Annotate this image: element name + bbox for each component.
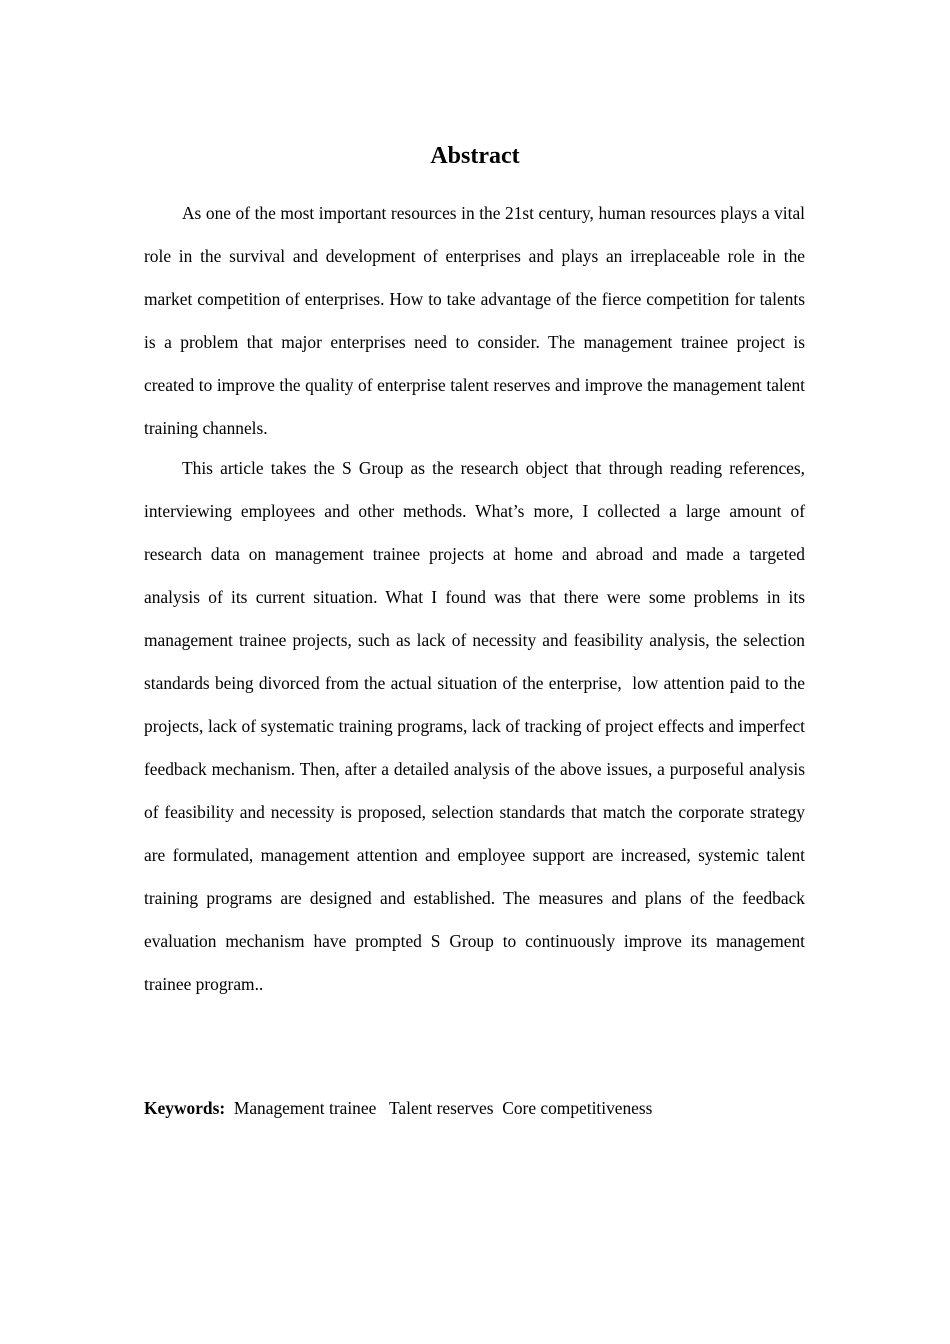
abstract-title: Abstract bbox=[430, 143, 520, 169]
abstract-paragraph-1: As one of the most important resources in the 21st century, human resources plays a vital role in the survival and development of enterprises and plays an irreplaceable role in the market competition of enterprises. How to take advantage of the fierce competition for talents is a problem that major enterprises need to consider. The management trainee project is created to improve the quality of enterprise talent reserves and improve the management talent training channels. bbox=[144, 203, 810, 438]
keywords-label: Keywords: bbox=[144, 1098, 226, 1118]
keywords-spacer bbox=[225, 1098, 234, 1118]
abstract-paragraph-2: This article takes the S Group as the research object that through reading references, interviewing employees and other methods. What’s more, I collected a large amount of research data on management trainee projects at home and abroad and made a targeted analysis of its current situation. What I found was that there were some problems in its management trainee projects, such as lack of necessity and feasibility analysis, the selection standards being divorced from the actual situation of the enterprise, low attention paid to the projects, lack of systematic training programs, lack of tracking of project effects and imperfect feedback mechanism. Then, after a detailed analysis of the above issues, a purposeful analysis of feasibility and necessity is proposed, selection standards that match the corporate strategy are formulated, management attention and employee support are increased, systemic talent training programs are designed and established. The measures and plans of the feedback evaluation mechanism have prompted S Group to continuously improve its management trainee program.. bbox=[144, 458, 810, 994]
keywords-line bbox=[144, 1094, 805, 1122]
keywords-values: Management trainee Talent reserves Core competitiveness bbox=[233, 1098, 653, 1118]
